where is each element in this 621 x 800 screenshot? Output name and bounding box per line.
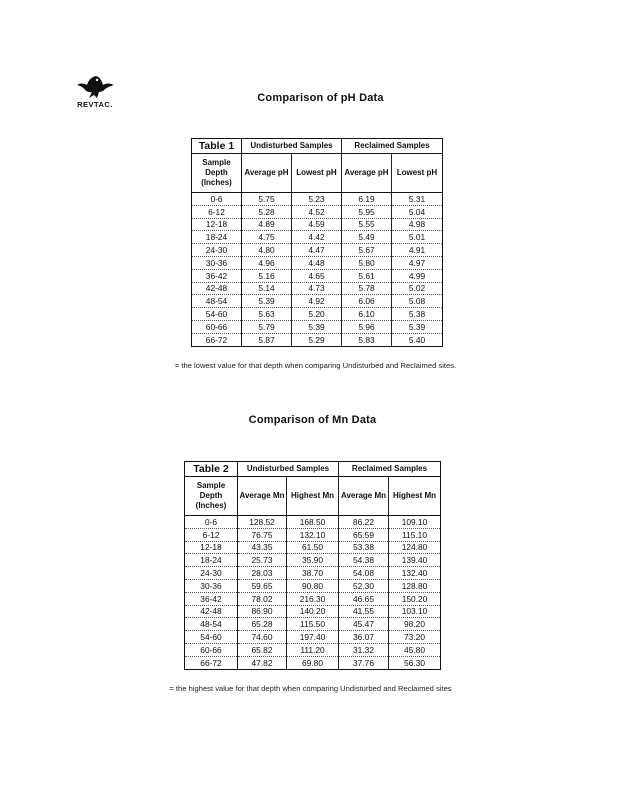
- undisturbed-average-cell: 4.96: [242, 256, 292, 269]
- table-row: [192, 256, 443, 269]
- undisturbed-lowest-cell: 4.92: [292, 295, 342, 308]
- undisturbed-average-cell: 4.89: [242, 218, 292, 231]
- logo-text: REVTAC.: [77, 100, 113, 109]
- undisturbed-average-cell: 128.52: [238, 516, 287, 529]
- table-row: [192, 320, 443, 333]
- reclaimed-average-cell: 6.19: [342, 193, 392, 206]
- undisturbed-lowest-cell: 4.59: [292, 218, 342, 231]
- reclaimed-lowest-cell: 4.97: [392, 256, 443, 269]
- col-reclaimed-lowest-ph: Lowest pH: [392, 154, 443, 193]
- undisturbed-average-cell: 5.87: [242, 333, 292, 346]
- reclaimed-average-cell: 5.95: [342, 205, 392, 218]
- reclaimed-highest-cell: 109.10: [389, 516, 441, 529]
- table-row: [192, 282, 443, 295]
- table-row: [185, 656, 441, 669]
- depth-cell: 12-18: [192, 218, 242, 231]
- undisturbed-average-cell: 28.03: [238, 567, 287, 580]
- depth-cell: 18-24: [192, 231, 242, 244]
- undisturbed-highest-cell: 69.80: [287, 656, 339, 669]
- undisturbed-average-cell: 86.90: [238, 605, 287, 618]
- undisturbed-lowest-cell: 4.65: [292, 269, 342, 282]
- reclaimed-average-cell: 41.55: [339, 605, 389, 618]
- reclaimed-average-cell: 5.67: [342, 244, 392, 257]
- reclaimed-average-cell: 53.38: [339, 541, 389, 554]
- ph-section-title: Comparison of pH Data: [257, 92, 384, 104]
- depth-cell: 60-66: [185, 643, 238, 656]
- reclaimed-average-cell: 36.07: [339, 631, 389, 644]
- undisturbed-lowest-cell: 4.73: [292, 282, 342, 295]
- table-row: [185, 541, 441, 554]
- undisturbed-lowest-cell: 4.47: [292, 244, 342, 257]
- ph-table-footnote: = the lowest value for that depth when comparing Undisturbed and Reclaimed sites.: [174, 361, 457, 370]
- table-label: Table 1: [192, 139, 242, 154]
- depth-cell: 18-24: [185, 554, 238, 567]
- reclaimed-average-cell: 54.38: [339, 554, 389, 567]
- col-reclaimed-highest-mn: Highest Mn: [389, 477, 441, 516]
- undisturbed-lowest-cell: 4.48: [292, 256, 342, 269]
- undisturbed-average-cell: 4.80: [242, 244, 292, 257]
- reclaimed-lowest-cell: 5.38: [392, 308, 443, 321]
- reclaimed-highest-cell: 124.80: [389, 541, 441, 554]
- depth-cell: 30-36: [185, 579, 238, 592]
- reclaimed-highest-cell: 73.20: [389, 631, 441, 644]
- undisturbed-average-cell: 5.75: [242, 193, 292, 206]
- depth-cell: 36-42: [192, 269, 242, 282]
- reclaimed-average-cell: 5.78: [342, 282, 392, 295]
- table-row: [185, 528, 441, 541]
- reclaimed-average-cell: 5.49: [342, 231, 392, 244]
- undisturbed-average-cell: 5.39: [242, 295, 292, 308]
- reclaimed-average-cell: 6.06: [342, 295, 392, 308]
- undisturbed-highest-cell: 197.40: [287, 631, 339, 644]
- reclaimed-average-cell: 6.10: [342, 308, 392, 321]
- reclaimed-average-cell: 5.61: [342, 269, 392, 282]
- reclaimed-average-cell: 45.47: [339, 618, 389, 631]
- undisturbed-average-cell: 5.28: [242, 205, 292, 218]
- table-row: [192, 244, 443, 257]
- table-row: [185, 592, 441, 605]
- col-undisturbed-average-ph: Average pH: [242, 154, 292, 193]
- group-reclaimed: Reclaimed Samples: [339, 462, 441, 477]
- undisturbed-highest-cell: 168.50: [287, 516, 339, 529]
- col-sample-depth: Sample Depth (Inches): [185, 477, 238, 516]
- reclaimed-average-cell: 37.76: [339, 656, 389, 669]
- undisturbed-highest-cell: 115.50: [287, 618, 339, 631]
- reclaimed-average-cell: 54.08: [339, 567, 389, 580]
- depth-cell: 54-60: [192, 308, 242, 321]
- undisturbed-highest-cell: 216.30: [287, 592, 339, 605]
- depth-cell: 42-48: [192, 282, 242, 295]
- depth-cell: 0-6: [185, 516, 238, 529]
- undisturbed-lowest-cell: 5.29: [292, 333, 342, 346]
- reclaimed-highest-cell: 103.10: [389, 605, 441, 618]
- undisturbed-average-cell: 59.65: [238, 579, 287, 592]
- undisturbed-average-cell: 5.63: [242, 308, 292, 321]
- reclaimed-lowest-cell: 4.99: [392, 269, 443, 282]
- undisturbed-average-cell: 65.82: [238, 643, 287, 656]
- group-undisturbed: Undisturbed Samples: [242, 139, 342, 154]
- undisturbed-lowest-cell: 5.39: [292, 320, 342, 333]
- table-row: [192, 193, 443, 206]
- reclaimed-average-cell: 65.59: [339, 528, 389, 541]
- depth-cell: 30-36: [192, 256, 242, 269]
- depth-cell: 12-18: [185, 541, 238, 554]
- table-row: [192, 205, 443, 218]
- ph-table-group-header: [192, 139, 443, 154]
- depth-cell: 60-66: [192, 320, 242, 333]
- mn-section-title: Comparison of Mn Data: [248, 414, 377, 426]
- depth-cell: 48-54: [185, 618, 238, 631]
- col-undisturbed-highest-mn: Highest Mn: [287, 477, 339, 516]
- reclaimed-average-cell: 5.83: [342, 333, 392, 346]
- table-row: [192, 231, 443, 244]
- col-reclaimed-average-ph: Average pH: [342, 154, 392, 193]
- reclaimed-lowest-cell: 5.31: [392, 193, 443, 206]
- mn-table: [184, 461, 441, 670]
- table-row: [192, 333, 443, 346]
- depth-cell: 66-72: [185, 656, 238, 669]
- col-undisturbed-average-mn: Average Mn: [238, 477, 287, 516]
- undisturbed-average-cell: 25.73: [238, 554, 287, 567]
- reclaimed-lowest-cell: 5.01: [392, 231, 443, 244]
- col-undisturbed-lowest-ph: Lowest pH: [292, 154, 342, 193]
- reclaimed-highest-cell: 150.20: [389, 592, 441, 605]
- undisturbed-highest-cell: 38.70: [287, 567, 339, 580]
- undisturbed-average-cell: 74.60: [238, 631, 287, 644]
- undisturbed-highest-cell: 90.80: [287, 579, 339, 592]
- ph-table: [191, 138, 443, 347]
- table-row: [185, 516, 441, 529]
- depth-cell: 42-48: [185, 605, 238, 618]
- depth-cell: 54-60: [185, 631, 238, 644]
- undisturbed-average-cell: 78.02: [238, 592, 287, 605]
- ph-table-column-header: [192, 154, 443, 193]
- reclaimed-average-cell: 5.80: [342, 256, 392, 269]
- depth-cell: 36-42: [185, 592, 238, 605]
- mn-table-footnote: = the highest value for that depth when comparing Undisturbed and Reclaimed sites: [169, 684, 452, 693]
- undisturbed-average-cell: 4.75: [242, 231, 292, 244]
- reclaimed-lowest-cell: 5.40: [392, 333, 443, 346]
- table-row: [192, 218, 443, 231]
- reclaimed-average-cell: 86.22: [339, 516, 389, 529]
- undisturbed-lowest-cell: 5.20: [292, 308, 342, 321]
- mn-table-group-header: [185, 462, 441, 477]
- undisturbed-highest-cell: 140.20: [287, 605, 339, 618]
- depth-cell: 0-6: [192, 193, 242, 206]
- reclaimed-average-cell: 5.96: [342, 320, 392, 333]
- reclaimed-average-cell: 52.30: [339, 579, 389, 592]
- table-row: [185, 605, 441, 618]
- reclaimed-lowest-cell: 5.39: [392, 320, 443, 333]
- reclaimed-highest-cell: 139.40: [389, 554, 441, 567]
- depth-cell: 48-54: [192, 295, 242, 308]
- table-row: [192, 295, 443, 308]
- reclaimed-average-cell: 46.65: [339, 592, 389, 605]
- depth-cell: 66-72: [192, 333, 242, 346]
- undisturbed-highest-cell: 132.10: [287, 528, 339, 541]
- mn-table-body: [185, 516, 441, 670]
- reclaimed-highest-cell: 132.40: [389, 567, 441, 580]
- reclaimed-highest-cell: 115.10: [389, 528, 441, 541]
- table-row: [185, 643, 441, 656]
- table-row: [185, 554, 441, 567]
- reclaimed-lowest-cell: 5.08: [392, 295, 443, 308]
- undisturbed-average-cell: 5.16: [242, 269, 292, 282]
- undisturbed-lowest-cell: 4.52: [292, 205, 342, 218]
- col-reclaimed-average-mn: Average Mn: [339, 477, 389, 516]
- undisturbed-average-cell: 43.35: [238, 541, 287, 554]
- col-sample-depth: Sample Depth (Inches): [192, 154, 242, 193]
- undisturbed-average-cell: 47.82: [238, 656, 287, 669]
- table-label: Table 2: [185, 462, 238, 477]
- undisturbed-highest-cell: 35.90: [287, 554, 339, 567]
- reclaimed-highest-cell: 56.30: [389, 656, 441, 669]
- undisturbed-lowest-cell: 5.23: [292, 193, 342, 206]
- undisturbed-average-cell: 5.14: [242, 282, 292, 295]
- table-row: [192, 269, 443, 282]
- undisturbed-lowest-cell: 4.42: [292, 231, 342, 244]
- depth-cell: 24-30: [185, 567, 238, 580]
- depth-cell: 24-30: [192, 244, 242, 257]
- reclaimed-highest-cell: 128.80: [389, 579, 441, 592]
- reclaimed-lowest-cell: 4.91: [392, 244, 443, 257]
- table-row: [185, 618, 441, 631]
- group-reclaimed: Reclaimed Samples: [342, 139, 443, 154]
- undisturbed-highest-cell: 111.20: [287, 643, 339, 656]
- depth-cell: 6-12: [185, 528, 238, 541]
- undisturbed-highest-cell: 61.50: [287, 541, 339, 554]
- reclaimed-lowest-cell: 5.02: [392, 282, 443, 295]
- reclaimed-average-cell: 5.55: [342, 218, 392, 231]
- table-row: [185, 579, 441, 592]
- reclaimed-average-cell: 31.32: [339, 643, 389, 656]
- reclaimed-lowest-cell: 5.04: [392, 205, 443, 218]
- ph-table-body: [192, 193, 443, 347]
- table-row: [185, 567, 441, 580]
- undisturbed-average-cell: 76.75: [238, 528, 287, 541]
- reclaimed-highest-cell: 45.80: [389, 643, 441, 656]
- table-row: [185, 631, 441, 644]
- depth-cell: 6-12: [192, 205, 242, 218]
- reclaimed-highest-cell: 98.20: [389, 618, 441, 631]
- table-row: [192, 308, 443, 321]
- reclaimed-lowest-cell: 4.98: [392, 218, 443, 231]
- undisturbed-average-cell: 5.79: [242, 320, 292, 333]
- mn-table-column-header: [185, 477, 441, 516]
- undisturbed-average-cell: 65.28: [238, 618, 287, 631]
- group-undisturbed: Undisturbed Samples: [238, 462, 339, 477]
